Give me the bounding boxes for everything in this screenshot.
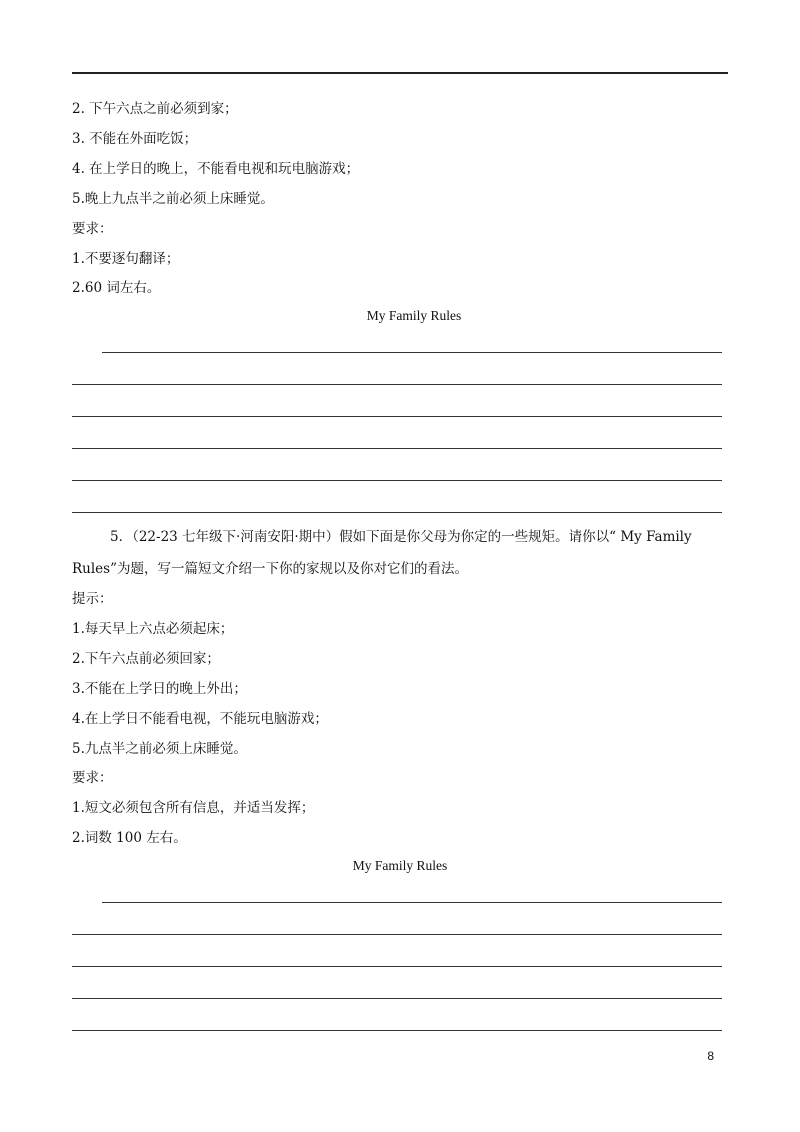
writing-line [72, 998, 722, 999]
writing-line [72, 384, 722, 385]
writing-line [72, 416, 722, 417]
question-prompt: 5．（22-23 七年级下·河南安阳·期中）假如下面是你父母为你定的一些规矩。请你以“ My Family [110, 529, 692, 545]
essay-title: My Family Rules [352, 858, 448, 873]
requirements-label: 要求： [72, 221, 113, 237]
writing-line [72, 480, 722, 481]
writing-line [102, 902, 722, 903]
writing-line [72, 448, 722, 449]
rule-item-5: 5.晚上九点半之前必须上床睡觉。 [72, 191, 274, 207]
requirement-2: 2.60 词左右。 [72, 280, 161, 296]
writing-line [102, 352, 722, 353]
requirement-2: 2.词数 100 左右。 [72, 830, 187, 846]
writing-line [72, 1030, 722, 1031]
rule-item-4: 4. 在上学日的晚上，不能看电视和玩电脑游戏； [72, 161, 360, 177]
header-rule [72, 72, 728, 74]
question-prompt-continued: Rules”为题，写一篇短文介绍一下你的家规以及你对它们的看法。 [72, 561, 468, 577]
hint-item-2: 2.下午六点前必须回家； [72, 651, 220, 667]
hint-item-5: 5.九点半之前必须上床睡觉。 [72, 741, 247, 757]
writing-line [72, 934, 722, 935]
hint-item-3: 3.不能在上学日的晚上外出； [72, 681, 247, 697]
hints-label: 提示： [72, 591, 113, 607]
writing-line [72, 512, 722, 513]
rule-item-3: 3. 不能在外面吃饭； [72, 131, 198, 147]
hint-item-1: 1.每天早上六点必须起床； [72, 621, 234, 637]
requirements-label: 要求： [72, 770, 113, 786]
page-number: 8 [707, 1049, 714, 1063]
hint-item-4: 4.在上学日不能看电视，不能玩电脑游戏； [72, 711, 328, 727]
essay-title: My Family Rules [366, 308, 462, 323]
writing-line [72, 966, 722, 967]
requirement-1: 1.短文必须包含所有信息，并适当发挥； [72, 800, 315, 816]
requirement-1: 1.不要逐句翻译； [72, 251, 180, 267]
rule-item-2: 2. 下午六点之前必须到家； [72, 101, 238, 117]
